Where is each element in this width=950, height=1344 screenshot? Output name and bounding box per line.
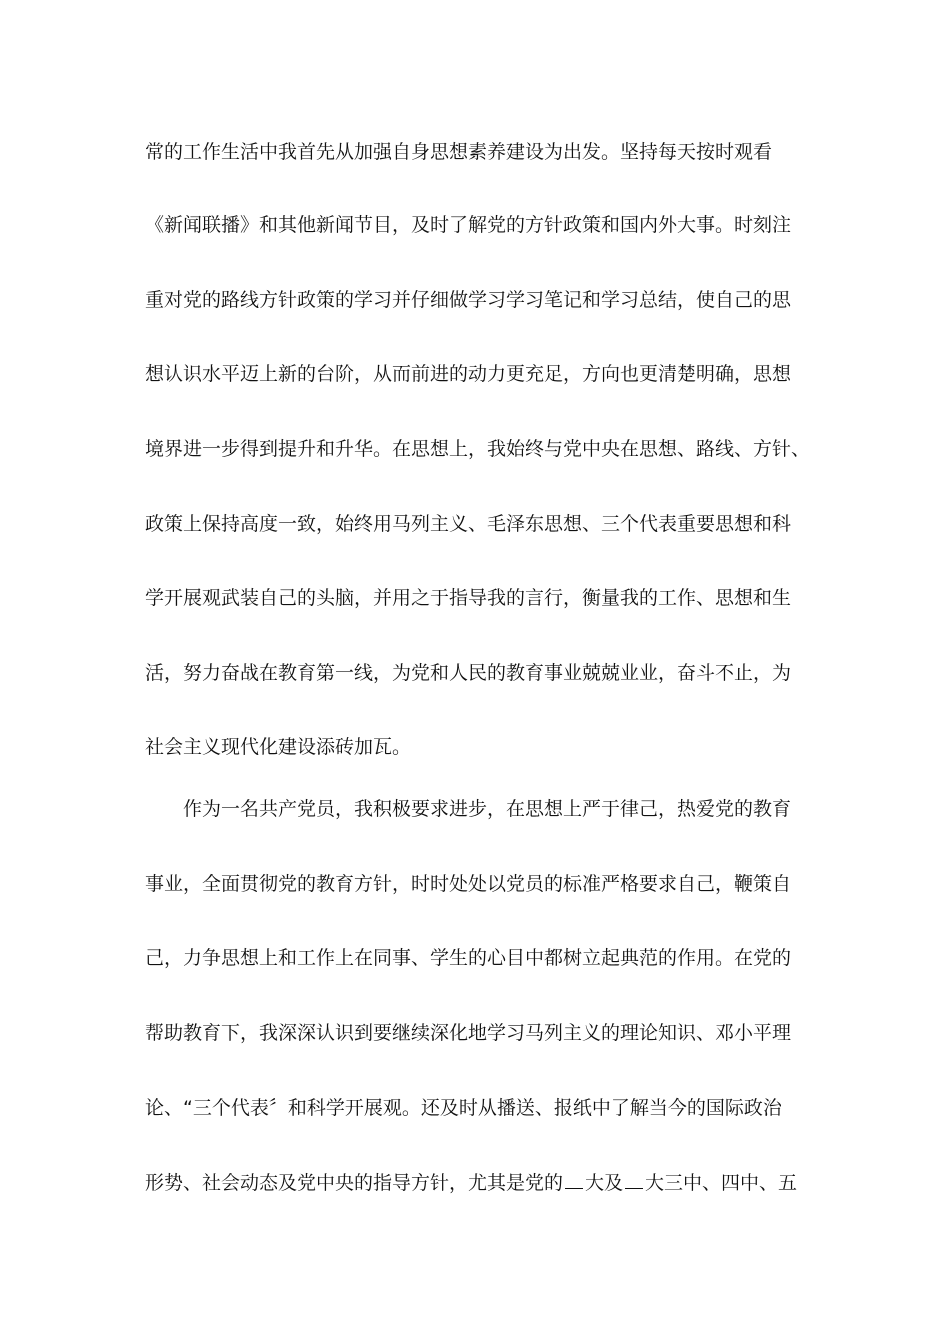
fill-in-blank bbox=[625, 1170, 643, 1189]
text-line: 《新闻联播》和其他新闻节目，及时了解党的方针政策和国内外大事。时刻注 bbox=[145, 214, 792, 236]
text-line: 常的工作生活中我首先从加强自身思想素养建设为出发。坚持每天按时观看 bbox=[145, 141, 773, 163]
text-line: 重对党的路线方针政策的学习并仔细做学习学习笔记和学习总结，使自己的思 bbox=[145, 289, 792, 311]
text-segment: 形势、社会动态及党中央的指导方针，尤其是党的 bbox=[145, 1172, 564, 1194]
text-line: 政策上保持高度一致，始终用马列主义、毛泽东思想、三个代表重要思想和科 bbox=[145, 513, 792, 535]
text-line: 活，努力奋战在教育第一线，为党和人民的教育事业兢兢业业，奋斗不止，为 bbox=[145, 662, 792, 684]
text-line: 社会主义现代化建设添砖加瓦。 bbox=[145, 736, 412, 758]
text-line: 论、“三个代表〞和科学开展观。还及时从播送、报纸中了解当今的国际政治 bbox=[145, 1097, 782, 1119]
fill-in-blank bbox=[565, 1170, 583, 1189]
text-line: 想认识水平迈上新的台阶，从而前进的动力更充足，方向也更清楚明确，思想 bbox=[145, 363, 792, 385]
text-segment: 大及 bbox=[585, 1172, 624, 1194]
text-segment: 大三中、四中、五 bbox=[645, 1172, 798, 1194]
text-line: 学开展观武装自己的头脑，并用之于指导我的言行，衡量我的工作、思想和生 bbox=[145, 587, 792, 609]
text-line-with-blanks bbox=[145, 1170, 825, 1195]
paragraph-start-line: 作为一名共产党员，我积极要求进步，在思想上严于律己，热爱党的教育 bbox=[183, 798, 792, 820]
text-line: 己，力争思想上和工作上在同事、学生的心目中都树立起典范的作用。在党的 bbox=[145, 947, 792, 969]
text-line: 境界进一步得到提升和升华。在思想上，我始终与党中央在思想、路线、方针、 bbox=[145, 438, 811, 460]
text-line: 帮助教育下，我深深认识到要继续深化地学习马列主义的理论知识、邓小平理 bbox=[145, 1022, 792, 1044]
text-line: 事业，全面贯彻党的教育方针，时时处处以党员的标准严格要求自己，鞭策自 bbox=[145, 873, 792, 895]
